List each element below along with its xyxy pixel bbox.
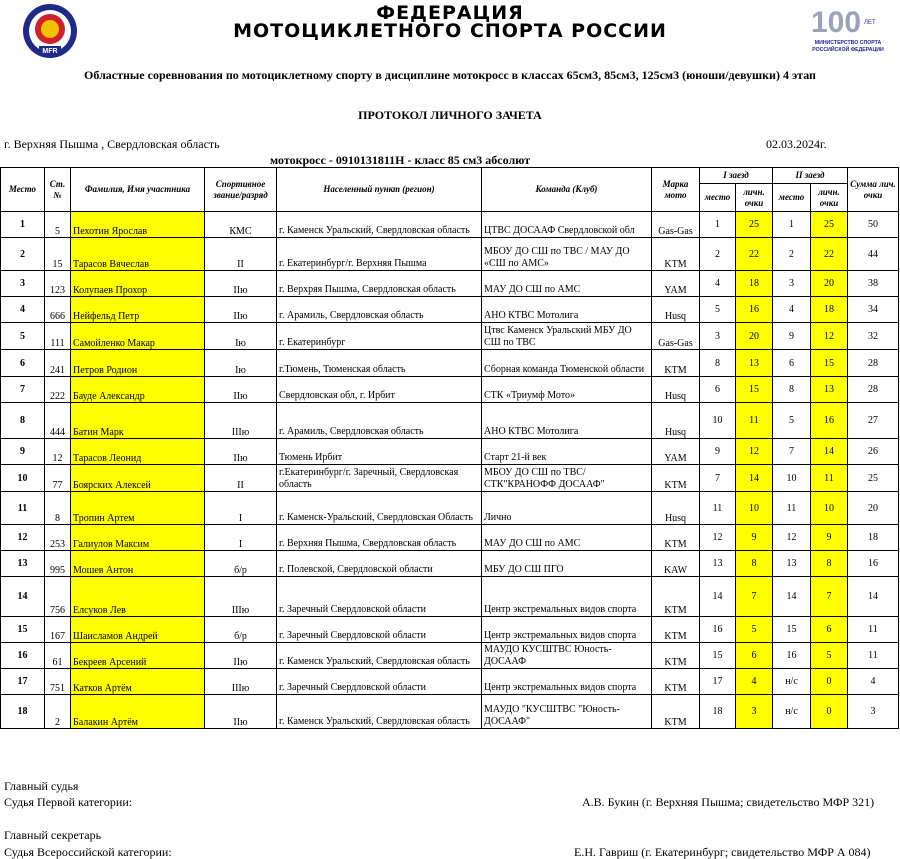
cell-locality: г. Верхняя Пышма, Свердловская область xyxy=(277,525,482,551)
col-race1: I заезд xyxy=(700,168,773,184)
cell-race1-points: 4 xyxy=(736,669,773,695)
cell-race1-place: 1 xyxy=(700,212,736,238)
cell-moto: Gas-Gas xyxy=(652,323,700,350)
cell-race1-points: 15 xyxy=(736,377,773,403)
cell-race1-points: 3 xyxy=(736,695,773,729)
cell-race1-place: 4 xyxy=(700,271,736,297)
table-row xyxy=(1,439,899,465)
col-locality: Населенный пункт (регион) xyxy=(277,168,482,212)
cell-place: 4 xyxy=(1,297,45,323)
secretary-category: Судья Всероссийской категории: xyxy=(4,845,172,859)
cell-start-no: 123 xyxy=(45,271,71,297)
col-team: Команда (Клуб) xyxy=(482,168,652,212)
cell-sum: 28 xyxy=(848,350,899,377)
cell-sum: 16 xyxy=(848,551,899,577)
col-race2-place: место xyxy=(773,184,811,212)
cell-race2-points: 8 xyxy=(811,551,848,577)
cell-name: Нейфельд Петр xyxy=(71,297,205,323)
cell-race1-points: 11 xyxy=(736,403,773,439)
federation-title-line1: ФЕДЕРАЦИЯ xyxy=(376,2,524,24)
cell-race1-place: 17 xyxy=(700,669,736,695)
secretary-name: Е.Н. Гавриш (г. Екатеринбург; свидетельство МФР А 084) xyxy=(574,845,871,859)
cell-race2-points: 16 xyxy=(811,403,848,439)
cell-team: Центр экстремальных видов спорта xyxy=(482,577,652,617)
cell-moto: KTM xyxy=(652,617,700,643)
cell-race1-place: 2 xyxy=(700,238,736,271)
cell-place: 8 xyxy=(1,403,45,439)
cell-race1-place: 5 xyxy=(700,297,736,323)
cell-race2-place: 16 xyxy=(773,643,811,669)
table-row xyxy=(1,577,899,617)
cell-start-no: 12 xyxy=(45,439,71,465)
cell-locality: г. Екатеринбург xyxy=(277,323,482,350)
cell-start-no: 241 xyxy=(45,350,71,377)
cell-name: Колупаев Прохор xyxy=(71,271,205,297)
cell-race1-points: 18 xyxy=(736,271,773,297)
table-row xyxy=(1,551,899,577)
cell-team: Цтвс Каменск Уральский МБУ ДО СШ по ТВС xyxy=(482,323,652,350)
cell-place: 18 xyxy=(1,695,45,729)
cell-start-no: 15 xyxy=(45,238,71,271)
cell-sum: 28 xyxy=(848,377,899,403)
event-date: 02.03.2024г. xyxy=(766,137,827,151)
cell-moto: Husq xyxy=(652,297,700,323)
cell-team: Центр экстремальных видов спорта xyxy=(482,669,652,695)
ministry-caption-1: МИНИСТЕРСТВО СПОРТА xyxy=(814,40,882,46)
cell-race1-place: 12 xyxy=(700,525,736,551)
cell-name: Петров Родион xyxy=(71,350,205,377)
cell-sum: 11 xyxy=(848,617,899,643)
cell-moto: Husq xyxy=(652,492,700,525)
cell-moto: Gas-Gas xyxy=(652,212,700,238)
cell-name: Катков Артём xyxy=(71,669,205,695)
results-table xyxy=(0,167,899,729)
cell-rank: б/р xyxy=(205,551,277,577)
cell-race2-place: н/с xyxy=(773,695,811,729)
cell-moto: Husq xyxy=(652,403,700,439)
col-start-no: Ст. № xyxy=(45,168,71,212)
cell-start-no: 444 xyxy=(45,403,71,439)
cell-name: Пехотин Ярослав xyxy=(71,212,205,238)
cell-name: Бауде Александр xyxy=(71,377,205,403)
cell-rank: КМС xyxy=(205,212,277,238)
col-race2-points: личн. очки xyxy=(811,184,848,212)
cell-rank: IIю xyxy=(205,271,277,297)
col-rank: Спортивное звание/разряд xyxy=(205,168,277,212)
cell-locality: г. Арамиль, Свердловская область xyxy=(277,403,482,439)
cell-place: 7 xyxy=(1,377,45,403)
protocol-title: ПРОТОКОЛ ЛИЧНОГО ЗАЧЕТА xyxy=(358,108,542,122)
cell-name: Балакин Артём xyxy=(71,695,205,729)
cell-name: Батин Марк xyxy=(71,403,205,439)
cell-race2-place: 2 xyxy=(773,238,811,271)
cell-race2-points: 22 xyxy=(811,238,848,271)
col-sum: Сумма лич. очки xyxy=(848,168,899,212)
cell-name: Тропин Артем xyxy=(71,492,205,525)
competition-title: Областные соревнования по мотоциклетному спорту в дисциплине мотокросс в классах 65см3, 85см3, 125см3 (юноши/девушки) 4 этап xyxy=(84,68,816,82)
cell-place: 12 xyxy=(1,525,45,551)
cell-race1-points: 7 xyxy=(736,577,773,617)
cell-name: Боярских Алексей xyxy=(71,465,205,492)
cell-team: АНО КТВС Мотолига xyxy=(482,403,652,439)
cell-name: Шаисламов Андрей xyxy=(71,617,205,643)
cell-place: 13 xyxy=(1,551,45,577)
cell-locality: г. Полевской, Свердловской области xyxy=(277,551,482,577)
cell-race2-points: 12 xyxy=(811,323,848,350)
cell-locality: г. Заречный Свердловской области xyxy=(277,669,482,695)
cell-moto: YAM xyxy=(652,439,700,465)
cell-sum: 14 xyxy=(848,577,899,617)
cell-locality: г.Екатеринбург/г. Заречный, Свердловская область xyxy=(277,465,482,492)
cell-team: Центр экстремальных видов спорта xyxy=(482,617,652,643)
table-row xyxy=(1,403,899,439)
logo-left-text: MFR xyxy=(42,48,58,55)
cell-race1-place: 14 xyxy=(700,577,736,617)
table-row xyxy=(1,669,899,695)
cell-start-no: 2 xyxy=(45,695,71,729)
table-row xyxy=(1,377,899,403)
cell-sum: 11 xyxy=(848,643,899,669)
cell-race2-place: 12 xyxy=(773,525,811,551)
cell-race2-points: 13 xyxy=(811,377,848,403)
table-row xyxy=(1,465,899,492)
cell-race2-points: 18 xyxy=(811,297,848,323)
venue-city: г. Верхняя Пышма , Свердловская область xyxy=(4,137,220,151)
cell-race1-place: 11 xyxy=(700,492,736,525)
cell-locality: Тюмень Ирбит xyxy=(277,439,482,465)
cell-race2-points: 15 xyxy=(811,350,848,377)
cell-place: 6 xyxy=(1,350,45,377)
cell-race1-points: 6 xyxy=(736,643,773,669)
cell-start-no: 5 xyxy=(45,212,71,238)
cell-team: МАУДО "КУСШТВС "Юность-ДОСААФ" xyxy=(482,695,652,729)
cell-rank: I xyxy=(205,492,277,525)
cell-sum: 4 xyxy=(848,669,899,695)
cell-place: 15 xyxy=(1,617,45,643)
cell-race1-place: 9 xyxy=(700,439,736,465)
cell-moto: KTM xyxy=(652,465,700,492)
federation-title xyxy=(100,4,800,40)
cell-race1-points: 10 xyxy=(736,492,773,525)
cell-place: 11 xyxy=(1,492,45,525)
cell-start-no: 8 xyxy=(45,492,71,525)
cell-race2-place: 7 xyxy=(773,439,811,465)
cell-team: СТК «Триумф Мото» xyxy=(482,377,652,403)
cell-race2-place: 4 xyxy=(773,297,811,323)
cell-sum: 26 xyxy=(848,439,899,465)
cell-sum: 20 xyxy=(848,492,899,525)
cell-race1-points: 20 xyxy=(736,323,773,350)
cell-race1-points: 12 xyxy=(736,439,773,465)
cell-race2-place: 14 xyxy=(773,577,811,617)
table-row xyxy=(1,643,899,669)
cell-locality: г. Верхряя Пышма, Свердловская область xyxy=(277,271,482,297)
cell-start-no: 995 xyxy=(45,551,71,577)
cell-sum: 3 xyxy=(848,695,899,729)
judge-title: Главный судья xyxy=(4,779,79,793)
cell-race1-points: 13 xyxy=(736,350,773,377)
cell-rank: IIю xyxy=(205,439,277,465)
cell-locality: г. Каменск Уральский, Свердловская область xyxy=(277,212,482,238)
cell-rank: IIIю xyxy=(205,669,277,695)
cell-race2-points: 25 xyxy=(811,212,848,238)
cell-race1-place: 13 xyxy=(700,551,736,577)
cell-moto: KTM xyxy=(652,643,700,669)
cell-moto: YAM xyxy=(652,271,700,297)
cell-race2-place: 3 xyxy=(773,271,811,297)
cell-sum: 32 xyxy=(848,323,899,350)
table-row xyxy=(1,492,899,525)
mfr-federation-emblem-icon xyxy=(12,2,88,60)
cell-place: 5 xyxy=(1,323,45,350)
cell-race2-points: 9 xyxy=(811,525,848,551)
cell-name: Тарасов Леонид xyxy=(71,439,205,465)
cell-race2-points: 14 xyxy=(811,439,848,465)
cell-rank: I xyxy=(205,525,277,551)
cell-race2-points: 5 xyxy=(811,643,848,669)
cell-place: 16 xyxy=(1,643,45,669)
cell-moto: KTM xyxy=(652,238,700,271)
cell-start-no: 61 xyxy=(45,643,71,669)
cell-race1-points: 16 xyxy=(736,297,773,323)
cell-moto: KTM xyxy=(652,669,700,695)
cell-race2-place: 13 xyxy=(773,551,811,577)
cell-team: Сборная команда Тюменской области xyxy=(482,350,652,377)
cell-start-no: 666 xyxy=(45,297,71,323)
cell-locality: г. Заречный Свердловской области xyxy=(277,577,482,617)
cell-race1-place: 16 xyxy=(700,617,736,643)
table-row xyxy=(1,323,899,350)
cell-race2-place: 9 xyxy=(773,323,811,350)
cell-race1-points: 22 xyxy=(736,238,773,271)
cell-race1-place: 6 xyxy=(700,377,736,403)
cell-race1-place: 10 xyxy=(700,403,736,439)
col-place: Место xyxy=(1,168,45,212)
cell-race2-points: 20 xyxy=(811,271,848,297)
cell-locality: Свердловская обл, г. Ирбит xyxy=(277,377,482,403)
cell-rank: II xyxy=(205,238,277,271)
judge-category: Судья Первой категории: xyxy=(4,795,133,809)
cell-locality: г. Каменск Уральский, Свердловская область xyxy=(277,643,482,669)
cell-sum: 44 xyxy=(848,238,899,271)
cell-start-no: 167 xyxy=(45,617,71,643)
cell-team: МАУ ДО СШ по АМС xyxy=(482,271,652,297)
cell-moto: KTM xyxy=(652,577,700,617)
cell-team: МАУДО КУСШТВС Юность-ДОСААФ xyxy=(482,643,652,669)
cell-name: Бекреев Арсений xyxy=(71,643,205,669)
cell-race2-place: н/с xyxy=(773,669,811,695)
cell-race2-points: 7 xyxy=(811,577,848,617)
cell-race2-points: 0 xyxy=(811,695,848,729)
cell-race2-place: 6 xyxy=(773,350,811,377)
document-header xyxy=(0,0,900,62)
cell-place: 3 xyxy=(1,271,45,297)
col-race2: II заезд xyxy=(773,168,848,184)
cell-rank: IIю xyxy=(205,297,277,323)
cell-team: Лично xyxy=(482,492,652,525)
cell-race2-points: 10 xyxy=(811,492,848,525)
cell-locality: г. Каменск-Уральский, Свердловская Область xyxy=(277,492,482,525)
cell-race1-place: 8 xyxy=(700,350,736,377)
cell-team: АНО КТВС Мотолига xyxy=(482,297,652,323)
cell-locality: г. Каменск Уральский, Свердловская область xyxy=(277,695,482,729)
cell-race1-points: 9 xyxy=(736,525,773,551)
cell-locality: г. Арамиль, Свердловская область xyxy=(277,297,482,323)
cell-start-no: 751 xyxy=(45,669,71,695)
cell-race2-place: 15 xyxy=(773,617,811,643)
cell-sum: 27 xyxy=(848,403,899,439)
cell-start-no: 756 xyxy=(45,577,71,617)
col-name: Фамилия, Имя участника xyxy=(71,168,205,212)
cell-race1-place: 3 xyxy=(700,323,736,350)
federation-title-line2: МОТОЦИКЛЕТНОГО СПОРТА РОССИИ xyxy=(233,20,667,42)
table-row xyxy=(1,525,899,551)
cell-sum: 34 xyxy=(848,297,899,323)
judge-name: А.В. Букин (г. Верхняя Пышма; свидетельство МФР 321) xyxy=(582,795,875,809)
cell-rank: IIIю xyxy=(205,577,277,617)
cell-name: Мошев Антон xyxy=(71,551,205,577)
table-row xyxy=(1,212,899,238)
cell-sum: 38 xyxy=(848,271,899,297)
cell-race1-place: 7 xyxy=(700,465,736,492)
cell-place: 14 xyxy=(1,577,45,617)
cell-name: Самойленко Макар xyxy=(71,323,205,350)
cell-rank: IIю xyxy=(205,643,277,669)
cell-race2-place: 10 xyxy=(773,465,811,492)
cell-start-no: 222 xyxy=(45,377,71,403)
col-race1-place: место xyxy=(700,184,736,212)
cell-team: Старт 21-й век xyxy=(482,439,652,465)
cell-rank: IIю xyxy=(205,377,277,403)
table-row xyxy=(1,297,899,323)
cell-locality: г. Заречный Свердловской области xyxy=(277,617,482,643)
table-row xyxy=(1,350,899,377)
cell-name: Галиулов Максим xyxy=(71,525,205,551)
cell-sum: 50 xyxy=(848,212,899,238)
cell-place: 9 xyxy=(1,439,45,465)
cell-team: МБУ ДО СШ ПГО xyxy=(482,551,652,577)
cell-team: МБОУ ДО СШ по ТВС/СТК"КРАНОФФ ДОСААФ" xyxy=(482,465,652,492)
cell-rank: Iю xyxy=(205,323,277,350)
ministry-caption-2: РОССИЙСКОЙ ФЕДЕРАЦИИ xyxy=(812,47,884,53)
cell-race2-place: 8 xyxy=(773,377,811,403)
cell-place: 17 xyxy=(1,669,45,695)
class-line: мотокросс - 0910131811Н - класс 85 см3 абсолют xyxy=(270,153,531,167)
cell-rank: Iю xyxy=(205,350,277,377)
svg-text:100: 100 xyxy=(810,6,862,39)
cell-place: 2 xyxy=(1,238,45,271)
cell-race2-place: 11 xyxy=(773,492,811,525)
cell-race2-points: 6 xyxy=(811,617,848,643)
cell-rank: IIIю xyxy=(205,403,277,439)
cell-place: 10 xyxy=(1,465,45,492)
table-row xyxy=(1,238,899,271)
cell-start-no: 253 xyxy=(45,525,71,551)
secretary-title: Главный секретарь xyxy=(4,828,102,842)
cell-moto: KTM xyxy=(652,525,700,551)
cell-rank: IIю xyxy=(205,695,277,729)
cell-race2-place: 5 xyxy=(773,403,811,439)
cell-moto: KTM xyxy=(652,695,700,729)
cell-race1-points: 25 xyxy=(736,212,773,238)
cell-race1-points: 5 xyxy=(736,617,773,643)
cell-race1-points: 14 xyxy=(736,465,773,492)
cell-team: ЦТВС ДОСААФ Свердловской обл xyxy=(482,212,652,238)
cell-moto: KAW xyxy=(652,551,700,577)
cell-place: 1 xyxy=(1,212,45,238)
cell-rank: б/р xyxy=(205,617,277,643)
table-row xyxy=(1,695,899,729)
table-row xyxy=(1,271,899,297)
cell-race1-place: 18 xyxy=(700,695,736,729)
col-race1-points: личн. очки xyxy=(736,184,773,212)
cell-race1-points: 8 xyxy=(736,551,773,577)
cell-name: Елсуков Лев xyxy=(71,577,205,617)
cell-race2-points: 11 xyxy=(811,465,848,492)
cell-rank: II xyxy=(205,465,277,492)
cell-start-no: 111 xyxy=(45,323,71,350)
table-row xyxy=(1,617,899,643)
cell-sum: 25 xyxy=(848,465,899,492)
cell-start-no: 77 xyxy=(45,465,71,492)
cell-moto: KTM xyxy=(652,350,700,377)
cell-race2-place: 1 xyxy=(773,212,811,238)
cell-race2-points: 0 xyxy=(811,669,848,695)
ministry-sport-100-years-icon xyxy=(806,2,890,58)
cell-team: МАУ ДО СШ по АМС xyxy=(482,525,652,551)
cell-moto: Husq xyxy=(652,377,700,403)
cell-race1-place: 15 xyxy=(700,643,736,669)
cell-team: МБОУ ДО СШ по ТВС / МАУ ДО «СШ по АМС» xyxy=(482,238,652,271)
cell-name: Тарасов Вячеслав xyxy=(71,238,205,271)
cell-locality: г.Тюмень, Тюменская область xyxy=(277,350,482,377)
cell-sum: 18 xyxy=(848,525,899,551)
svg-text:ЛЕТ: ЛЕТ xyxy=(864,20,876,26)
cell-locality: г. Екатеринбург/г. Верхняя Пышма xyxy=(277,238,482,271)
col-moto: Марка мото xyxy=(652,168,700,212)
